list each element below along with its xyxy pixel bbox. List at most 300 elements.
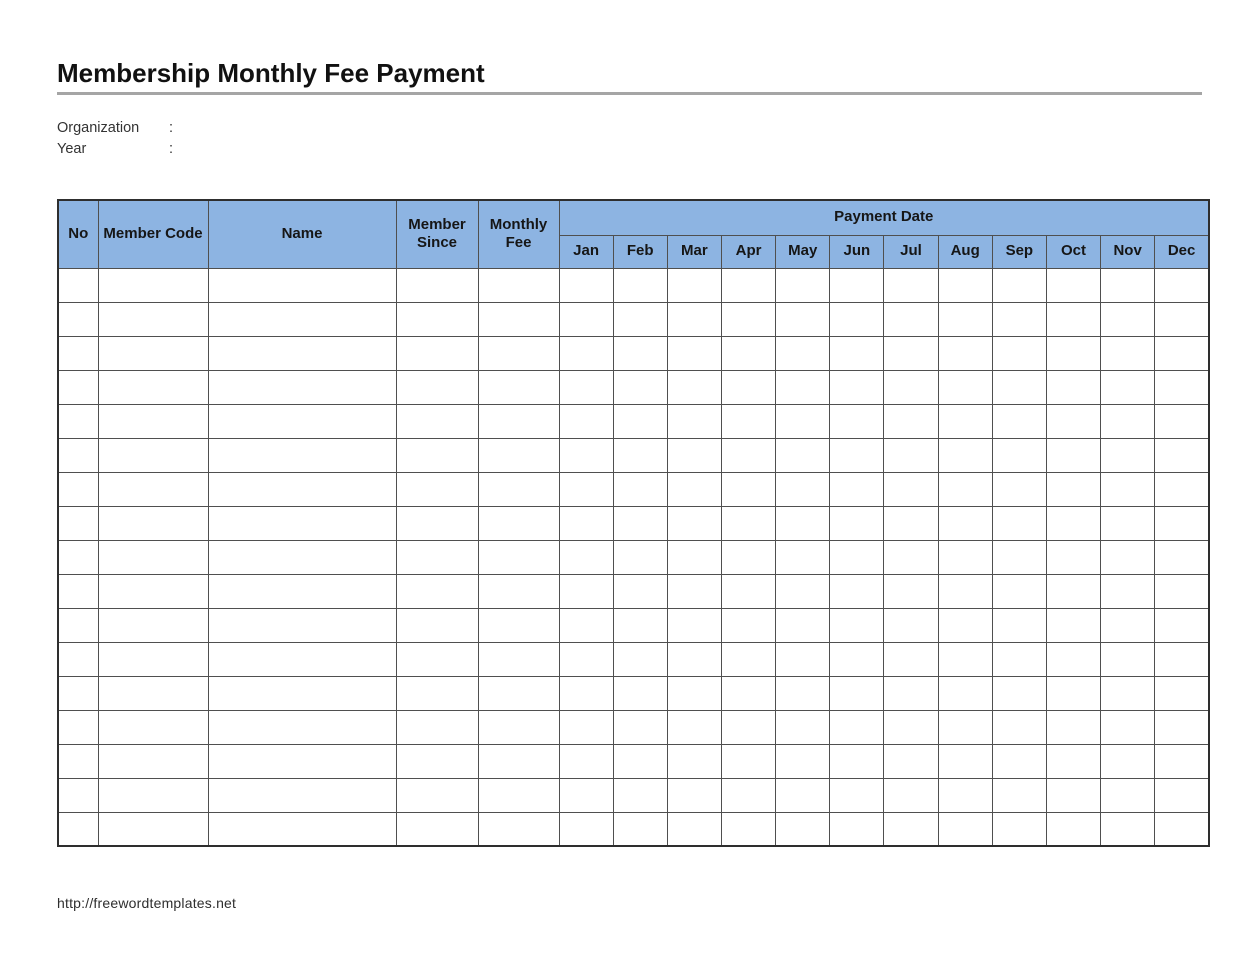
cell-mar[interactable] [667,778,721,812]
cell-may[interactable] [776,710,830,744]
cell-name[interactable] [208,608,396,642]
cell-feb[interactable] [613,506,667,540]
cell-monthly-fee[interactable] [478,574,559,608]
cell-jun[interactable] [830,438,884,472]
cell-member-since[interactable] [396,608,478,642]
cell-member-code[interactable] [98,642,208,676]
cell-jan[interactable] [559,438,613,472]
cell-sep[interactable] [992,812,1046,846]
cell-apr[interactable] [721,472,775,506]
cell-aug[interactable] [938,676,992,710]
cell-nov[interactable] [1101,812,1155,846]
cell-no[interactable] [58,336,98,370]
column-header-member-since: Member Since [396,200,478,268]
cell-jun[interactable] [830,642,884,676]
organization-row [57,118,1208,139]
cell-member-code[interactable] [98,608,208,642]
cell-apr[interactable] [721,540,775,574]
cell-no[interactable] [58,268,98,302]
cell-jan[interactable] [559,778,613,812]
cell-feb[interactable] [613,608,667,642]
cell-oct[interactable] [1046,370,1100,404]
cell-member-code[interactable] [98,438,208,472]
cell-oct[interactable] [1046,710,1100,744]
cell-jun[interactable] [830,336,884,370]
cell-jun[interactable] [830,506,884,540]
cell-oct[interactable] [1046,506,1100,540]
cell-member-since[interactable] [396,676,478,710]
cell-may[interactable] [776,574,830,608]
cell-oct[interactable] [1046,574,1100,608]
cell-monthly-fee[interactable] [478,506,559,540]
cell-member-code[interactable] [98,676,208,710]
cell-jan[interactable] [559,744,613,778]
cell-dec[interactable] [1155,438,1209,472]
cell-member-since[interactable] [396,574,478,608]
cell-aug[interactable] [938,370,992,404]
cell-jul[interactable] [884,404,938,438]
cell-may[interactable] [776,302,830,336]
cell-jan[interactable] [559,710,613,744]
cell-sep[interactable] [992,676,1046,710]
cell-oct[interactable] [1046,642,1100,676]
cell-sep[interactable] [992,574,1046,608]
cell-oct[interactable] [1046,302,1100,336]
cell-nov[interactable] [1101,404,1155,438]
cell-nov[interactable] [1101,506,1155,540]
cell-jun[interactable] [830,812,884,846]
cell-oct[interactable] [1046,404,1100,438]
cell-jun[interactable] [830,268,884,302]
cell-sep[interactable] [992,438,1046,472]
cell-aug[interactable] [938,540,992,574]
cell-feb[interactable] [613,370,667,404]
cell-mar[interactable] [667,404,721,438]
cell-dec[interactable] [1155,608,1209,642]
cell-monthly-fee[interactable] [478,812,559,846]
column-header-payment-date: Payment Date [559,200,1209,235]
cell-monthly-fee[interactable] [478,540,559,574]
cell-feb[interactable] [613,812,667,846]
cell-aug[interactable] [938,438,992,472]
cell-jun[interactable] [830,540,884,574]
cell-oct[interactable] [1046,438,1100,472]
cell-feb[interactable] [613,472,667,506]
cell-member-code[interactable] [98,370,208,404]
cell-jun[interactable] [830,778,884,812]
cell-monthly-fee[interactable] [478,438,559,472]
cell-mar[interactable] [667,472,721,506]
cell-name[interactable] [208,404,396,438]
cell-member-since[interactable] [396,778,478,812]
cell-apr[interactable] [721,812,775,846]
cell-no[interactable] [58,744,98,778]
cell-jun[interactable] [830,608,884,642]
cell-nov[interactable] [1101,642,1155,676]
table-row [58,336,1209,370]
cell-jul[interactable] [884,574,938,608]
cell-oct[interactable] [1046,812,1100,846]
cell-member-since[interactable] [396,302,478,336]
cell-sep[interactable] [992,540,1046,574]
cell-mar[interactable] [667,302,721,336]
cell-member-code[interactable] [98,710,208,744]
cell-jan[interactable] [559,472,613,506]
cell-no[interactable] [58,676,98,710]
cell-sep[interactable] [992,404,1046,438]
cell-dec[interactable] [1155,370,1209,404]
cell-may[interactable] [776,268,830,302]
cell-feb[interactable] [613,438,667,472]
cell-dec[interactable] [1155,302,1209,336]
cell-nov[interactable] [1101,370,1155,404]
cell-name[interactable] [208,710,396,744]
cell-member-since[interactable] [396,370,478,404]
cell-dec[interactable] [1155,676,1209,710]
cell-mar[interactable] [667,642,721,676]
cell-feb[interactable] [613,710,667,744]
cell-aug[interactable] [938,812,992,846]
cell-aug[interactable] [938,472,992,506]
cell-oct[interactable] [1046,540,1100,574]
cell-apr[interactable] [721,710,775,744]
cell-sep[interactable] [992,336,1046,370]
cell-jan[interactable] [559,302,613,336]
cell-dec[interactable] [1155,812,1209,846]
cell-no[interactable] [58,438,98,472]
cell-sep[interactable] [992,506,1046,540]
cell-member-since[interactable] [396,540,478,574]
cell-no[interactable] [58,608,98,642]
month-header-sep: Sep [992,235,1046,268]
cell-may[interactable] [776,676,830,710]
cell-dec[interactable] [1155,744,1209,778]
cell-no[interactable] [58,506,98,540]
cell-dec[interactable] [1155,778,1209,812]
cell-mar[interactable] [667,506,721,540]
cell-member-code[interactable] [98,540,208,574]
cell-monthly-fee[interactable] [478,744,559,778]
cell-nov[interactable] [1101,778,1155,812]
cell-oct[interactable] [1046,608,1100,642]
column-header-member-code: Member Code [98,200,208,268]
cell-jul[interactable] [884,302,938,336]
cell-feb[interactable] [613,404,667,438]
cell-nov[interactable] [1101,608,1155,642]
cell-aug[interactable] [938,506,992,540]
cell-feb[interactable] [613,778,667,812]
cell-name[interactable] [208,812,396,846]
cell-mar[interactable] [667,268,721,302]
cell-aug[interactable] [938,404,992,438]
cell-apr[interactable] [721,642,775,676]
cell-feb[interactable] [613,642,667,676]
cell-name[interactable] [208,370,396,404]
cell-may[interactable] [776,642,830,676]
cell-jan[interactable] [559,336,613,370]
cell-oct[interactable] [1046,268,1100,302]
cell-sep[interactable] [992,608,1046,642]
cell-monthly-fee[interactable] [478,608,559,642]
cell-sep[interactable] [992,642,1046,676]
cell-no[interactable] [58,778,98,812]
cell-name[interactable] [208,472,396,506]
cell-monthly-fee[interactable] [478,778,559,812]
cell-jun[interactable] [830,574,884,608]
cell-jul[interactable] [884,744,938,778]
cell-aug[interactable] [938,268,992,302]
cell-apr[interactable] [721,336,775,370]
cell-feb[interactable] [613,336,667,370]
cell-member-code[interactable] [98,778,208,812]
cell-member-since[interactable] [396,268,478,302]
cell-nov[interactable] [1101,540,1155,574]
cell-sep[interactable] [992,268,1046,302]
cell-member-since[interactable] [396,812,478,846]
cell-monthly-fee[interactable] [478,472,559,506]
cell-jul[interactable] [884,676,938,710]
cell-feb[interactable] [613,540,667,574]
cell-apr[interactable] [721,302,775,336]
cell-jun[interactable] [830,744,884,778]
cell-no[interactable] [58,370,98,404]
cell-member-code[interactable] [98,336,208,370]
cell-member-since[interactable] [396,404,478,438]
cell-nov[interactable] [1101,710,1155,744]
cell-may[interactable] [776,608,830,642]
cell-jul[interactable] [884,268,938,302]
cell-may[interactable] [776,540,830,574]
cell-may[interactable] [776,370,830,404]
cell-member-since[interactable] [396,472,478,506]
cell-may[interactable] [776,404,830,438]
cell-nov[interactable] [1101,472,1155,506]
cell-name[interactable] [208,268,396,302]
cell-sep[interactable] [992,778,1046,812]
cell-no[interactable] [58,540,98,574]
cell-mar[interactable] [667,540,721,574]
cell-member-since[interactable] [396,506,478,540]
cell-member-since[interactable] [396,438,478,472]
cell-apr[interactable] [721,404,775,438]
cell-oct[interactable] [1046,676,1100,710]
cell-jun[interactable] [830,370,884,404]
cell-apr[interactable] [721,268,775,302]
cell-jun[interactable] [830,710,884,744]
cell-jul[interactable] [884,336,938,370]
cell-name[interactable] [208,744,396,778]
cell-nov[interactable] [1101,302,1155,336]
cell-apr[interactable] [721,608,775,642]
cell-monthly-fee[interactable] [478,370,559,404]
cell-jan[interactable] [559,676,613,710]
cell-oct[interactable] [1046,744,1100,778]
cell-dec[interactable] [1155,404,1209,438]
cell-apr[interactable] [721,370,775,404]
cell-jul[interactable] [884,812,938,846]
cell-nov[interactable] [1101,676,1155,710]
cell-aug[interactable] [938,778,992,812]
cell-no[interactable] [58,812,98,846]
cell-nov[interactable] [1101,744,1155,778]
cell-dec[interactable] [1155,710,1209,744]
cell-aug[interactable] [938,574,992,608]
cell-member-code[interactable] [98,812,208,846]
cell-feb[interactable] [613,676,667,710]
cell-nov[interactable] [1101,336,1155,370]
cell-name[interactable] [208,302,396,336]
cell-jul[interactable] [884,370,938,404]
cell-name[interactable] [208,778,396,812]
cell-member-since[interactable] [396,744,478,778]
cell-may[interactable] [776,744,830,778]
cell-jan[interactable] [559,574,613,608]
footer-link[interactable]: http://freewordtemplates.net [57,895,237,911]
cell-aug[interactable] [938,302,992,336]
cell-mar[interactable] [667,812,721,846]
cell-no[interactable] [58,472,98,506]
cell-monthly-fee[interactable] [478,710,559,744]
cell-sep[interactable] [992,744,1046,778]
column-header-no: No [58,200,98,268]
cell-name[interactable] [208,574,396,608]
cell-feb[interactable] [613,302,667,336]
cell-jul[interactable] [884,540,938,574]
cell-mar[interactable] [667,676,721,710]
cell-jan[interactable] [559,540,613,574]
cell-mar[interactable] [667,744,721,778]
cell-may[interactable] [776,778,830,812]
cell-dec[interactable] [1155,642,1209,676]
cell-name[interactable] [208,540,396,574]
cell-aug[interactable] [938,710,992,744]
cell-jul[interactable] [884,608,938,642]
cell-member-code[interactable] [98,404,208,438]
cell-apr[interactable] [721,506,775,540]
cell-jan[interactable] [559,608,613,642]
cell-member-since[interactable] [396,710,478,744]
month-header-jun: Jun [830,235,884,268]
cell-name[interactable] [208,506,396,540]
cell-jan[interactable] [559,404,613,438]
cell-jul[interactable] [884,472,938,506]
cell-apr[interactable] [721,676,775,710]
cell-name[interactable] [208,676,396,710]
cell-oct[interactable] [1046,472,1100,506]
cell-dec[interactable] [1155,472,1209,506]
cell-mar[interactable] [667,608,721,642]
cell-nov[interactable] [1101,574,1155,608]
cell-dec[interactable] [1155,574,1209,608]
cell-jul[interactable] [884,438,938,472]
cell-mar[interactable] [667,336,721,370]
cell-member-since[interactable] [396,336,478,370]
cell-jan[interactable] [559,812,613,846]
cell-aug[interactable] [938,744,992,778]
cell-member-code[interactable] [98,302,208,336]
cell-may[interactable] [776,438,830,472]
cell-jan[interactable] [559,642,613,676]
cell-mar[interactable] [667,574,721,608]
cell-no[interactable] [58,710,98,744]
cell-apr[interactable] [721,744,775,778]
cell-name[interactable] [208,642,396,676]
cell-feb[interactable] [613,744,667,778]
cell-jun[interactable] [830,472,884,506]
cell-monthly-fee[interactable] [478,336,559,370]
cell-mar[interactable] [667,438,721,472]
cell-mar[interactable] [667,370,721,404]
cell-jan[interactable] [559,370,613,404]
cell-name[interactable] [208,438,396,472]
cell-nov[interactable] [1101,438,1155,472]
cell-monthly-fee[interactable] [478,268,559,302]
cell-may[interactable] [776,506,830,540]
cell-jun[interactable] [830,302,884,336]
cell-feb[interactable] [613,268,667,302]
cell-dec[interactable] [1155,336,1209,370]
cell-no[interactable] [58,302,98,336]
cell-sep[interactable] [992,710,1046,744]
cell-dec[interactable] [1155,506,1209,540]
cell-member-code[interactable] [98,506,208,540]
cell-jun[interactable] [830,404,884,438]
cell-member-code[interactable] [98,472,208,506]
cell-no[interactable] [58,404,98,438]
cell-apr[interactable] [721,778,775,812]
cell-jan[interactable] [559,268,613,302]
cell-monthly-fee[interactable] [478,302,559,336]
cell-oct[interactable] [1046,336,1100,370]
cell-feb[interactable] [613,574,667,608]
cell-member-code[interactable] [98,268,208,302]
cell-monthly-fee[interactable] [478,676,559,710]
cell-jul[interactable] [884,778,938,812]
cell-jul[interactable] [884,642,938,676]
cell-may[interactable] [776,812,830,846]
cell-monthly-fee[interactable] [478,404,559,438]
cell-no[interactable] [58,642,98,676]
cell-sep[interactable] [992,370,1046,404]
cell-aug[interactable] [938,642,992,676]
cell-no[interactable] [58,574,98,608]
cell-may[interactable] [776,336,830,370]
cell-jun[interactable] [830,676,884,710]
cell-oct[interactable] [1046,778,1100,812]
cell-may[interactable] [776,472,830,506]
cell-apr[interactable] [721,574,775,608]
cell-jul[interactable] [884,710,938,744]
cell-jan[interactable] [559,506,613,540]
cell-sep[interactable] [992,472,1046,506]
cell-sep[interactable] [992,302,1046,336]
cell-apr[interactable] [721,438,775,472]
cell-dec[interactable] [1155,268,1209,302]
cell-monthly-fee[interactable] [478,642,559,676]
cell-member-since[interactable] [396,642,478,676]
cell-member-code[interactable] [98,574,208,608]
table-row [58,506,1209,540]
cell-mar[interactable] [667,710,721,744]
cell-jul[interactable] [884,506,938,540]
cell-nov[interactable] [1101,268,1155,302]
table-row [58,608,1209,642]
cell-member-code[interactable] [98,744,208,778]
cell-aug[interactable] [938,336,992,370]
cell-name[interactable] [208,336,396,370]
cell-dec[interactable] [1155,540,1209,574]
cell-aug[interactable] [938,608,992,642]
